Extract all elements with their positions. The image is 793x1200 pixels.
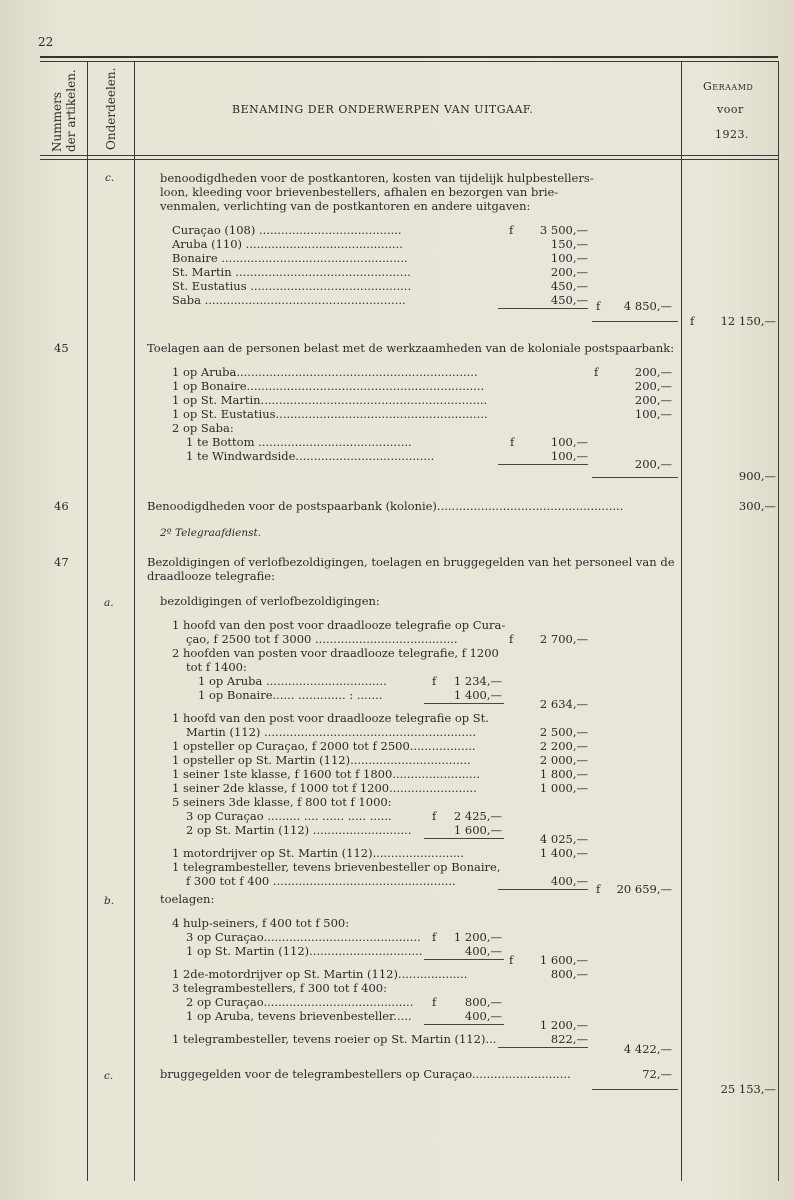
a-line-1b: çao, f 2500 tot f 3000 .......................................: [186, 632, 458, 646]
art45-saba-label: 1 te Windwardside......................................: [186, 449, 435, 463]
header-voor: voor: [717, 103, 744, 116]
art47-number: 47: [54, 555, 69, 569]
a-letter: a.: [104, 597, 114, 609]
b-total: 4 422,—: [623, 1042, 672, 1056]
b-line-2-amount: 800,—: [550, 967, 588, 981]
a-line-2-item-amount: 1 400,—: [453, 688, 502, 702]
header-bottom-rule-2: [40, 159, 778, 160]
header-benaming: BENAMING DER ONDERWERPEN VAN UITGAAF.: [232, 103, 534, 116]
c-letter: c.: [105, 172, 115, 184]
art45-number: 45: [54, 341, 69, 355]
b-letter: b.: [104, 895, 115, 907]
art45-saba: 2 op Saba:: [172, 421, 234, 435]
header-geraamd: Geraamd: [703, 80, 754, 93]
a-total-rule: [498, 889, 588, 890]
a-line-3-amount: 2 500,—: [539, 725, 588, 739]
a-line-5-item-amount: 1 600,—: [453, 823, 502, 837]
b-line-3: 3 telegrambestellers, f 300 tot f 400:: [172, 981, 387, 995]
art46-title: Benoodigdheden voor de postspaarbank (kolonie)...................................................: [147, 499, 624, 513]
art45-saba-amount: 100,—: [550, 435, 588, 449]
subhead-telegraafdienst: 2º Telegraafdienst.: [160, 527, 262, 539]
b-line-1-item-amount: 1 200,—: [453, 930, 502, 944]
c-item-amount: 150,—: [550, 237, 588, 251]
c-sum-rule: [498, 308, 588, 309]
a-line-7a: 1 telegrambesteller, tevens brievenbesteller op Bonaire,: [172, 860, 501, 874]
a-line-3a: 1 hoofd van den post voor draadlooze telegrafie op St.: [172, 711, 489, 725]
a-line-4: 1 opsteller op Curaçao, f 2000 tot f 2500..................: [172, 739, 476, 753]
b-line-1-item-amount: 400,—: [464, 944, 502, 958]
a-line-2-total: 2 634,—: [539, 697, 588, 711]
a-line-4-amount: 1 000,—: [539, 781, 588, 795]
art47-total: 25 153,—: [720, 1082, 776, 1096]
c-item-label: St. Eustatius ............................................: [172, 279, 412, 293]
c-text-1: benoodigdheden voor de postkantoren, kosten van tijdelijk hulpbestellers-: [160, 171, 594, 185]
header-top-rule-2: [40, 61, 778, 62]
a-line-4: 1 opsteller op St. Martin (112).................................: [172, 753, 471, 767]
b-line-1-item: 1 op St. Martin (112)...............................: [186, 944, 423, 958]
art47-title-2: draadlooze telegrafie:: [147, 569, 275, 583]
c2-amount: 72,—: [642, 1067, 672, 1081]
c-text-2: loon, kleeding voor brievenbestellers, afhalen en bezorgen van brie-: [160, 185, 559, 199]
art45-item-label: 1 op Bonaire.................................................................: [172, 379, 485, 393]
a-line-1-amount: 2 700,—: [539, 632, 588, 646]
b-line-3-item-amount: 400,—: [464, 1009, 502, 1023]
b-line-3-item-f: f: [432, 995, 437, 1009]
c2-letter: c.: [104, 1070, 114, 1082]
a-line-6-amount: 1 400,—: [539, 846, 588, 860]
b-line-1: 4 hulp-seiners, f 400 tot f 500:: [172, 916, 350, 930]
a-line-4: 1 seiner 2de klasse, f 1000 tot f 1200........................: [172, 781, 477, 795]
a-line-2-item-amount: 1 234,—: [453, 674, 502, 688]
page-number: 22: [38, 35, 54, 49]
c-item-label: Aruba (110) ...........................................: [172, 237, 403, 251]
c-subtotal: 4 850,—: [623, 299, 672, 313]
a-line-7-amount: 400,—: [550, 874, 588, 888]
b-total-rule: [498, 1047, 588, 1048]
b-line-1-rule: [424, 959, 504, 960]
c-item-amount: 100,—: [550, 251, 588, 265]
c-item-amount: 450,—: [550, 293, 588, 307]
c-item-amount: 3 500,—: [539, 223, 588, 237]
b-line-4-amount: 822,—: [550, 1032, 588, 1046]
c-item-label: Curaçao (108) .......................................: [172, 223, 402, 237]
a-line-1a: 1 hoofd van den post voor draadlooze telegrafie op Cura-: [172, 618, 506, 632]
c-item-label: Saba .......................................................: [172, 293, 406, 307]
header-nummers-2: der artikelen.: [64, 69, 78, 152]
a-line-5: 5 seiners 3de klasse, f 800 tot f 1000:: [172, 795, 392, 809]
b-line-4: 1 telegrambesteller, tevens roeier op St. Martin (112)...: [172, 1032, 497, 1046]
b-line-1-item: 3 op Curaçao...........................................: [186, 930, 421, 944]
art45-saba-amount: 100,—: [550, 449, 588, 463]
a-line-2-rule: [424, 703, 504, 704]
c-subtotal-f: f: [596, 299, 601, 313]
art47-total-rule: [592, 1089, 678, 1090]
c-total-f: f: [690, 314, 695, 328]
b-line-3-item: 2 op Curaçao.........................................: [186, 995, 414, 1009]
art45-saba-rule: [498, 464, 588, 465]
a-line-5-total: 4 025,—: [539, 832, 588, 846]
a-line-4-amount: 2 200,—: [539, 739, 588, 753]
b-line-1-total: 1 600,—: [539, 953, 588, 967]
a-line-5-item-amount: 2 425,—: [453, 809, 502, 823]
a-line-2-item-f: f: [432, 674, 437, 688]
b-line-1-item-f: f: [432, 930, 437, 944]
b-line-3-item: 1 op Aruba, tevens brievenbesteller.....: [186, 1009, 412, 1023]
a-line-3b: Martin (112) ..........................................................: [186, 725, 477, 739]
a-line-7b: f 300 tot f 400 ..................................................: [186, 874, 456, 888]
art45-item-amount: 200,—: [634, 379, 672, 393]
a-line-4-amount: 2 000,—: [539, 753, 588, 767]
b-line-3-item-amount: 800,—: [464, 995, 502, 1009]
column-divider-1: [87, 61, 88, 1181]
c-total-rule: [592, 321, 678, 322]
a-total: 20 659,—: [616, 882, 672, 896]
art46-number: 46: [54, 499, 69, 513]
a-line-2b: tot f 1400:: [186, 660, 247, 674]
art45-total-rule: [592, 477, 678, 478]
a-line-5-item-f: f: [432, 809, 437, 823]
art45-item-label: 1 op Aruba..................................................................: [172, 365, 478, 379]
b-line-2: 1 2de-motordrijver op St. Martin (112)...................: [172, 967, 468, 981]
art47-title-1: Bezoldigingen of verlofbezoldigingen, toelagen en bruggegelden van het personeel van de: [147, 555, 675, 569]
b-heading: toelagen:: [160, 892, 215, 906]
art45-saba-total: 200,—: [634, 457, 672, 471]
column-divider-3: [681, 61, 682, 1181]
art45-item-amount: 200,—: [634, 393, 672, 407]
art45-item-f: f: [594, 365, 599, 379]
a-line-1-f: f: [509, 632, 514, 646]
a-line-4-amount: 1 800,—: [539, 767, 588, 781]
art45-item-amount: 100,—: [634, 407, 672, 421]
c-item-amount: 200,—: [550, 265, 588, 279]
a-line-2a: 2 hoofden van posten voor draadlooze telegrafie, f 1200: [172, 646, 499, 660]
c-item-label: Bonaire ...................................................: [172, 251, 408, 265]
c-item-amount: 450,—: [550, 279, 588, 293]
art45-item-label: 1 op St. Eustatius..........................................................: [172, 407, 488, 421]
b-line-3-rule: [424, 1024, 504, 1025]
c-total: 12 150,—: [720, 314, 776, 328]
a-line-5-item: 2 op St. Martin (112) ...........................: [186, 823, 412, 837]
header-nummers-1: Nummers: [50, 92, 64, 152]
c2-heading: bruggegelden voor de telegrambestellers op Curaçao...........................: [160, 1067, 571, 1081]
art45-saba-f: f: [510, 435, 515, 449]
art45-item-label: 1 op St. Martin..............................................................: [172, 393, 488, 407]
column-divider-2: [134, 61, 135, 1181]
c-text-3: venmalen, verlichting van de postkantoren en andere uitgaven:: [160, 199, 531, 213]
header-bottom-rule-1: [40, 155, 778, 156]
header-year: 1923.: [715, 128, 749, 141]
a-heading: bezoldigingen of verlofbezoldigingen:: [160, 594, 380, 608]
c-item-label: St. Martin ................................................: [172, 265, 411, 279]
column-divider-4: [778, 61, 779, 1181]
b-line-1-total-f: f: [509, 953, 514, 967]
c-item-f: f: [509, 223, 514, 237]
header-top-rule-1: [40, 56, 778, 58]
a-line-5-item: 3 op Curaçao ......... .... ...... ..... ......: [186, 809, 392, 823]
a-line-4: 1 seiner 1ste klasse, f 1600 tot f 1800........................: [172, 767, 481, 781]
header-onderdeelen: Onderdeelen.: [104, 67, 118, 150]
b-line-3-total: 1 200,—: [539, 1018, 588, 1032]
art45-saba-label: 1 te Bottom ..........................................: [186, 435, 412, 449]
a-line-2-item: 1 op Aruba .................................: [198, 674, 387, 688]
a-total-f: f: [596, 882, 601, 896]
art45-total: 900,—: [738, 469, 776, 483]
art45-title: Toelagen aan de personen belast met de werkzaamheden van de koloniale postspaarbank:: [147, 341, 675, 355]
a-line-5-rule: [424, 838, 504, 839]
art45-item-amount: 200,—: [634, 365, 672, 379]
a-line-6: 1 motordrijver op St. Martin (112).........................: [172, 846, 464, 860]
art46-total: 300,—: [738, 499, 776, 513]
a-line-2-item: 1 op Bonaire...... ............. : .......: [198, 688, 383, 702]
